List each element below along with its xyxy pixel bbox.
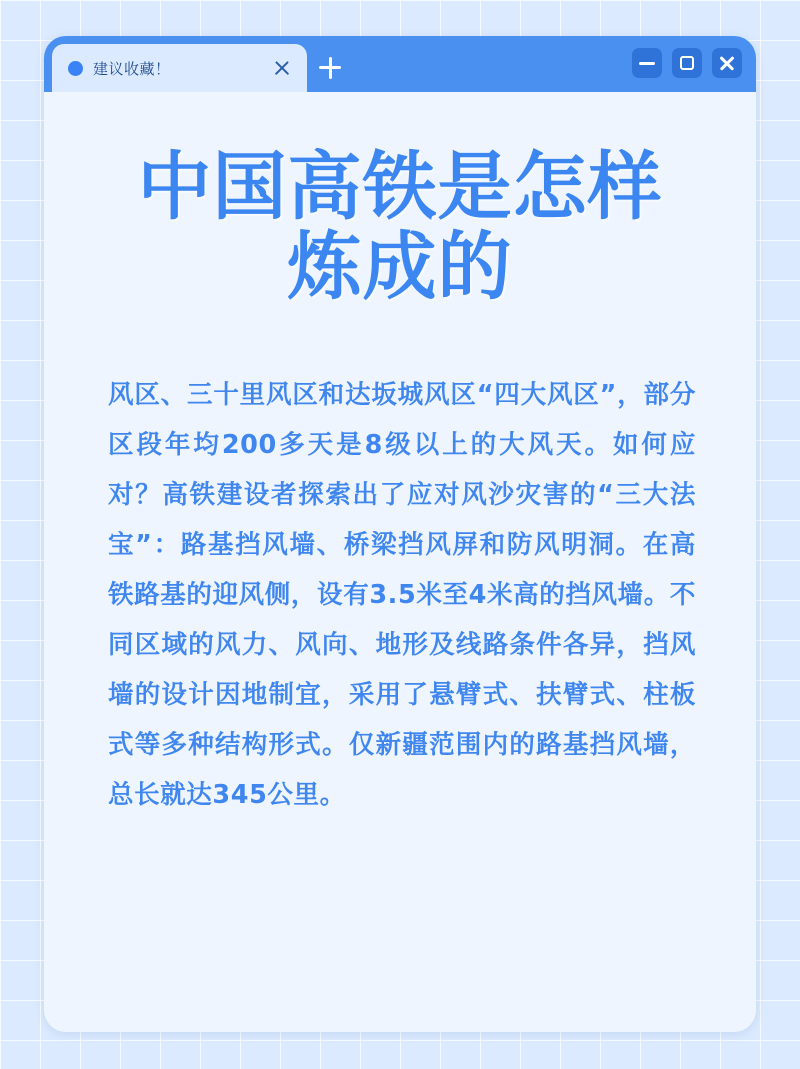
page-title [86, 144, 714, 310]
article-content [44, 92, 756, 1032]
window-close-icon[interactable] [712, 48, 742, 78]
close-icon[interactable] [271, 57, 293, 79]
headline-line-2: 炼成的 [287, 223, 513, 310]
minimize-icon[interactable] [632, 48, 662, 78]
browser-window [44, 36, 756, 1032]
maximize-icon[interactable] [672, 48, 702, 78]
blue-dot-icon [68, 61, 83, 76]
headline-line-1: 中国高铁是怎样 [137, 144, 663, 230]
article-paragraph: 风区、三十里风区和达坂城风区“四大风区”，部分区段年均200多天是8级以上的大风天。如何应对？高铁建设者探索出了应对风沙灾害的“三大法宝”：路基挡风墙、桥梁挡风屏和防风明洞。在高铁路基的迎风侧，设有3.5米至4米高的挡风墙。不同区域的风力、风向、地形及线路条件各异，挡风墙的设计因地制宜，采用了悬臂式、扶臂式、柱板式等多种结构形式。仅新疆范围内的路基挡风墙，总长就达345公里。 [108, 379, 696, 810]
plus-icon[interactable] [307, 44, 353, 92]
tab-title: 建议收藏！ [93, 60, 171, 78]
window-titlebar [44, 36, 756, 92]
browser-tab[interactable] [52, 44, 307, 92]
window-controls [632, 48, 742, 78]
